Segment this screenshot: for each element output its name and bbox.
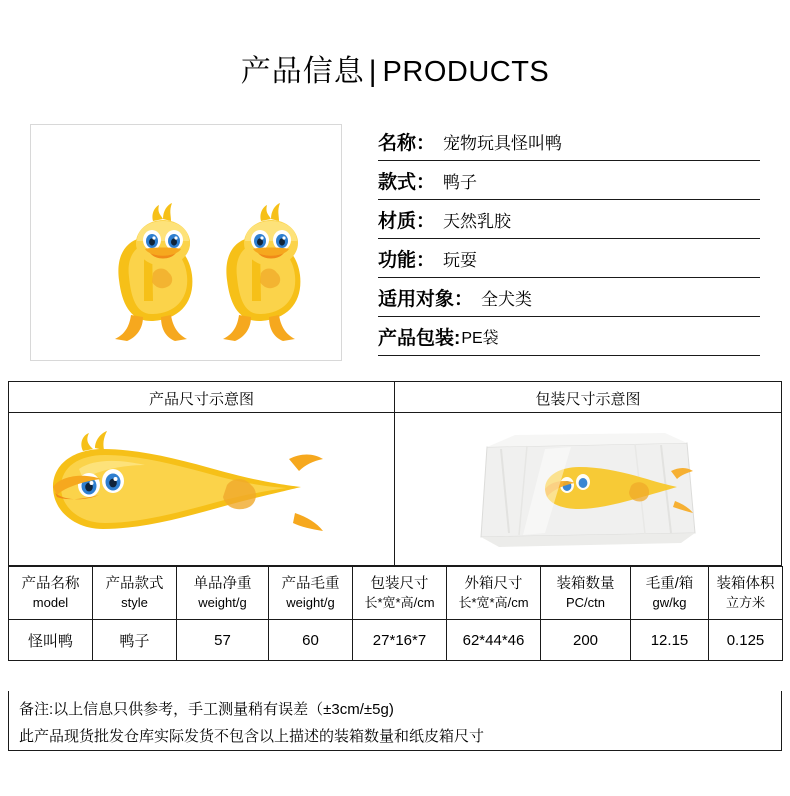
header-en: weight/g xyxy=(286,595,335,610)
header-en: model xyxy=(32,595,69,610)
page-title-cn: 产品信息 xyxy=(240,55,365,88)
header-cn: 产品款式 xyxy=(105,576,164,592)
header-cn: 产品名称 xyxy=(21,576,80,592)
spec-label: 产品包装: xyxy=(378,327,461,349)
header-en: 立方米 xyxy=(725,595,765,610)
table-header-cell xyxy=(447,567,541,620)
duck-side-view xyxy=(9,413,395,565)
table-cell-gross-weight: 60 xyxy=(269,620,353,661)
spec-label: 功能： xyxy=(378,249,436,271)
header-cn: 产品毛重 xyxy=(281,576,340,592)
spec-row-function xyxy=(378,239,760,278)
table-cell-package-size: 27*16*7 xyxy=(353,620,447,661)
title-divider: | xyxy=(368,55,377,88)
header-en: 长*宽*高/cm xyxy=(458,595,529,610)
spec-label: 适用对象： xyxy=(378,288,474,310)
page-title-en: PRODUCTS xyxy=(382,56,550,88)
spec-label: 材质： xyxy=(378,210,436,232)
spec-list xyxy=(378,122,760,356)
spec-table xyxy=(8,566,783,661)
diagram-section xyxy=(8,381,782,566)
header-cn: 单品净重 xyxy=(193,576,252,592)
table-header-cell xyxy=(631,567,709,620)
page-title xyxy=(0,46,790,90)
table-header-row xyxy=(9,567,783,620)
package-size-diagram-title: 包装尺寸示意图 xyxy=(535,391,641,408)
table-header-cell xyxy=(9,567,93,620)
header-en: style xyxy=(121,595,148,610)
table-row xyxy=(9,620,783,661)
table-header-cell xyxy=(709,567,783,620)
spec-label: 款式： xyxy=(378,171,436,193)
header-en: PC/ctn xyxy=(565,595,605,610)
packaged-duck-in-bag xyxy=(395,413,781,565)
header-cn: 装箱数量 xyxy=(556,576,615,592)
spec-value: 玩耍 xyxy=(443,250,478,270)
table-cell-carton-size: 62*44*46 xyxy=(447,620,541,661)
spec-label: 名称： xyxy=(378,132,436,154)
table-header-cell xyxy=(177,567,269,620)
header-cn: 外箱尺寸 xyxy=(464,576,523,592)
header-cn: 包装尺寸 xyxy=(370,576,429,592)
table-cell-style: 鸭子 xyxy=(93,620,177,661)
spec-row-style xyxy=(378,161,760,200)
spec-value: 宠物玩具怪叫鸭 xyxy=(443,133,563,153)
spec-row-material xyxy=(378,200,760,239)
package-illustration xyxy=(395,413,781,565)
table-cell-model: 怪叫鸭 xyxy=(9,620,93,661)
spec-value: 鸭子 xyxy=(443,172,478,192)
table-header-cell xyxy=(93,567,177,620)
header-en: gw/kg xyxy=(652,595,687,610)
product-size-diagram-title: 产品尺寸示意图 xyxy=(148,391,254,408)
notes-section xyxy=(8,691,782,751)
table-header-cell xyxy=(269,567,353,620)
package-size-diagram-cell xyxy=(395,382,781,565)
spec-row-packaging xyxy=(378,317,760,356)
table-cell-net-weight: 57 xyxy=(177,620,269,661)
spec-value: PE袋 xyxy=(461,329,499,347)
note-line-2: 此产品现货批发仓库实际发货不包含以上描述的装箱数量和纸皮箱尺寸 xyxy=(19,728,485,745)
header-cn: 毛重/箱 xyxy=(645,576,694,592)
spec-value: 全犬类 xyxy=(481,289,533,309)
product-photo xyxy=(30,124,342,361)
spec-value: 天然乳胶 xyxy=(443,211,512,231)
product-size-illustration xyxy=(9,413,394,565)
table-cell-carton-volume: 0.125 xyxy=(709,620,783,661)
header-en: 长*宽*高/cm xyxy=(364,595,435,610)
spec-row-name xyxy=(378,122,760,161)
table-cell-gross-weight-per-carton: 12.15 xyxy=(631,620,709,661)
two-ducks-illustration xyxy=(31,125,339,358)
header-cn: 装箱体积 xyxy=(716,576,775,592)
table-header-cell xyxy=(353,567,447,620)
note-line-1: 备注:以上信息只供参考，手工测量稍有误差（±3cm/±5g) xyxy=(19,701,394,718)
header-en: weight/g xyxy=(198,595,247,610)
table-cell-carton-qty: 200 xyxy=(541,620,631,661)
product-size-diagram-cell xyxy=(9,382,395,565)
table-header-cell xyxy=(541,567,631,620)
spec-row-audience xyxy=(378,278,760,317)
